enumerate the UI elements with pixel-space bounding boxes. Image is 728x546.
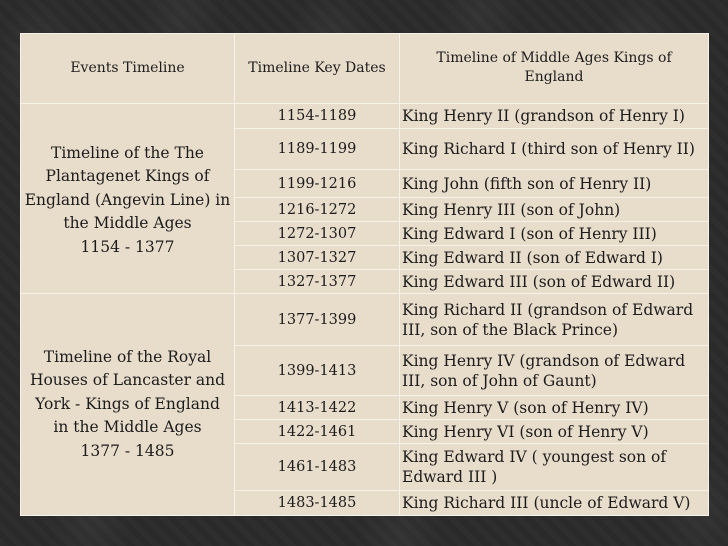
kings-timeline-table: [20, 33, 709, 516]
king-cell: King John (fifth son of Henry II): [400, 170, 709, 198]
key-date: 1154-1189: [235, 103, 400, 128]
key-date: 1399-1413: [235, 346, 400, 396]
king-cell: King Henry VI (son of Henry V): [400, 420, 709, 444]
king-cell: King Edward IV ( youngest son of Edward III ): [400, 444, 709, 491]
king-cell: King Henry IV (grandson of Edward III, son of John of Gaunt): [400, 346, 709, 396]
key-date: 1377-1399: [235, 294, 400, 346]
event-line: 1154 - 1377: [80, 237, 175, 256]
king-cell: King Edward III (son of Edward II): [400, 270, 709, 294]
king-cell: King Henry III (son of John): [400, 198, 709, 222]
key-date: 1413-1422: [235, 396, 400, 420]
table-row: [21, 103, 709, 128]
king-cell: King Henry II (grandson of Henry I): [400, 103, 709, 128]
event-line: Plantagenet Kings of: [45, 167, 210, 186]
header-key-dates: Timeline Key Dates: [235, 34, 400, 104]
key-date: 1327-1377: [235, 270, 400, 294]
timeline-panel: [20, 33, 708, 516]
event-line: in the Middle Ages: [53, 418, 202, 437]
king-cell: King Edward II (son of Edward I): [400, 246, 709, 270]
key-date: 1483-1485: [235, 490, 400, 515]
event-line: Timeline of the Royal: [43, 347, 212, 366]
key-date: 1461-1483: [235, 444, 400, 491]
king-cell: King Richard I (third son of Henry II): [400, 128, 709, 170]
key-date: 1307-1327: [235, 246, 400, 270]
event-line: 1377 - 1485: [80, 441, 175, 460]
event-plantagenet: [21, 103, 235, 293]
key-date: 1272-1307: [235, 222, 400, 246]
key-date: 1189-1199: [235, 128, 400, 170]
event-line: the Middle Ages: [63, 214, 192, 233]
king-cell: King Richard II (grandson of Edward III, son of the Black Prince): [400, 294, 709, 346]
header-kings: Timeline of Middle Ages Kings of England: [400, 34, 709, 104]
event-line: York - Kings of England: [35, 394, 220, 413]
key-date: 1422-1461: [235, 420, 400, 444]
table-header-row: [21, 34, 709, 104]
king-cell: King Richard III (uncle of Edward V): [400, 490, 709, 515]
table-row: [21, 294, 709, 346]
header-events-timeline: Events Timeline: [21, 34, 235, 104]
event-line: England (Angevin Line) in: [24, 190, 231, 209]
key-date: 1216-1272: [235, 198, 400, 222]
king-cell: King Henry V (son of Henry IV): [400, 396, 709, 420]
key-date: 1199-1216: [235, 170, 400, 198]
king-cell: King Edward I (son of Henry III): [400, 222, 709, 246]
event-line: Houses of Lancaster and: [29, 371, 226, 390]
event-lancaster-york: [21, 294, 235, 516]
event-line: Timeline of the The: [51, 143, 204, 162]
